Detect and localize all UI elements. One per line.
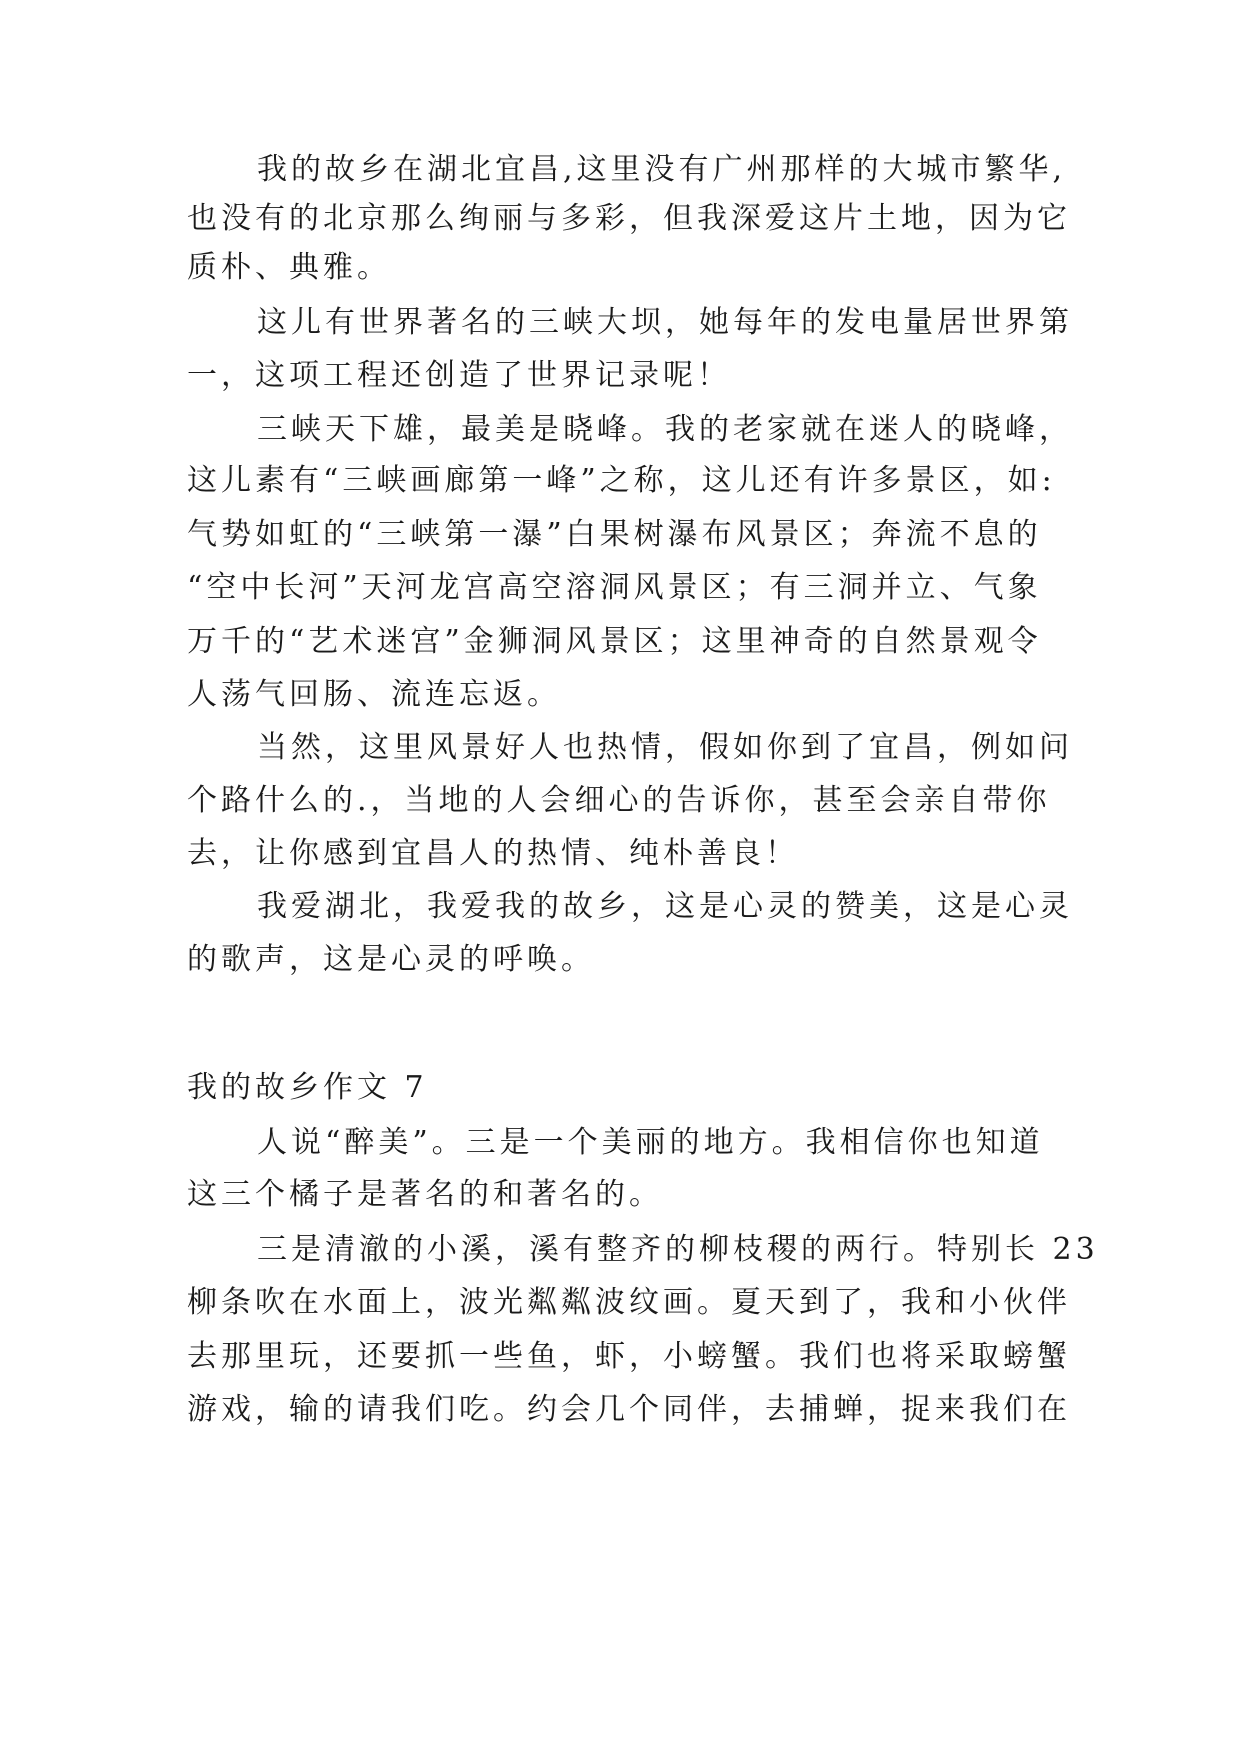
paragraph-line: 我爱湖北，我爱我的故乡，这是心灵的赞美，这是心灵 bbox=[257, 889, 1073, 924]
paragraph-line: 这儿素有“三峡画廊第一峰”之称，这儿还有许多景区，如: bbox=[187, 463, 1056, 498]
paragraph-line: 去那里玩，还要抓一些鱼，虾，小螃蟹。我们也将采取螃蟹 bbox=[187, 1339, 1071, 1374]
paragraph-line: 的歌声，这是心灵的呼唤。 bbox=[187, 942, 595, 977]
section-title: 我的故乡作文 7 bbox=[187, 1070, 428, 1105]
paragraph-line: 气势如虹的“三峡第一瀑”白果树瀑布风景区；奔流不息的 bbox=[187, 517, 1042, 552]
paragraph-line: “空中长河”天河龙宫高空溶洞风景区；有三洞并立、气象 bbox=[187, 570, 1042, 605]
paragraph-line: 个路什么的.，当地的人会细心的告诉你，甚至会亲自带你 bbox=[187, 783, 1051, 818]
paragraph-line: 这三个橘子是著名的和著名的。 bbox=[187, 1177, 663, 1212]
paragraph-line: 当然，这里风景好人也热情，假如你到了宜昌，例如问 bbox=[257, 730, 1073, 765]
paragraph-line: 柳条吹在水面上，波光粼粼波纹画。夏天到了，我和小伙伴 bbox=[187, 1285, 1071, 1320]
paragraph-line: 万千的“艺术迷宫”金狮洞风景区；这里神奇的自然景观令 bbox=[187, 624, 1042, 659]
paragraph-line: 质朴、典雅。 bbox=[187, 250, 391, 285]
paragraph-line: 我的故乡在湖北宜昌,这里没有广州那样的大城市繁华, bbox=[257, 152, 1067, 187]
paragraph-line: 人荡气回肠、流连忘返。 bbox=[187, 677, 561, 712]
paragraph-line: 这儿有世界著名的三峡大坝，她每年的发电量居世界第 bbox=[257, 305, 1073, 340]
paragraph-line: 三是清澈的小溪，溪有整齐的柳枝稷的两行。特别长 23 bbox=[257, 1232, 1099, 1267]
paragraph-line: 三峡天下雄，最美是晓峰。我的老家就在迷人的晓峰， bbox=[257, 412, 1073, 447]
paragraph-line: 人说“醉美”。三是一个美丽的地方。我相信你也知道 bbox=[257, 1125, 1044, 1160]
paragraph-line: 一，这项工程还创造了世界记录呢！ bbox=[187, 358, 731, 393]
paragraph-line: 去，让你感到宜昌人的热情、纯朴善良！ bbox=[187, 836, 799, 871]
paragraph-line: 游戏，输的请我们吃。约会几个同伴，去捕蝉，捉来我们在 bbox=[187, 1392, 1071, 1427]
paragraph-line: 也没有的北京那么绚丽与多彩，但我深爱这片土地，因为它 bbox=[187, 201, 1071, 236]
